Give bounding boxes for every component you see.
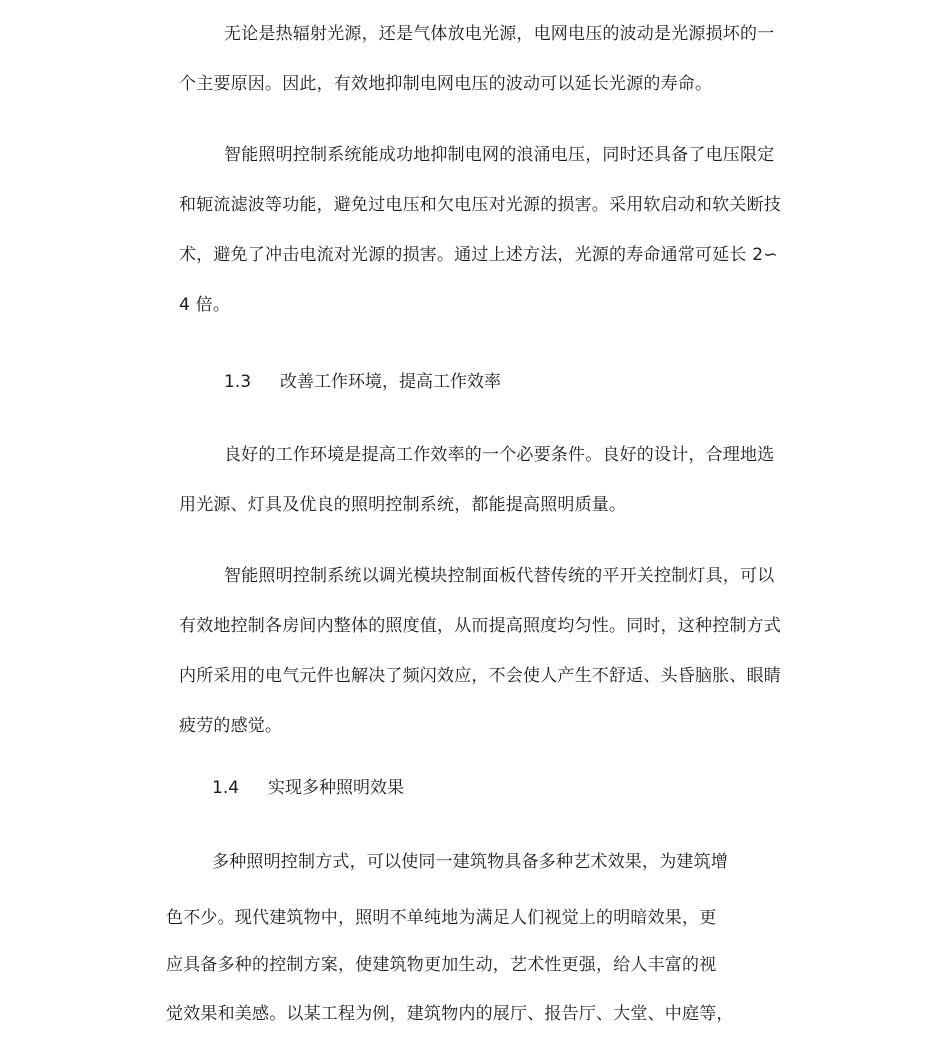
section-number: 1.3 (224, 372, 252, 392)
paragraph-2-line-2: 和轭流滤波等功能，避免过电压和欠电压对光源的损害。采用软启动和软关断技 (179, 195, 781, 215)
paragraph-3-line-2: 用光源、灯具及优良的照明控制系统，都能提高照明质量。 (179, 495, 627, 515)
paragraph-2-line-4: 4 倍。 (179, 295, 231, 315)
paragraph-3-line-1: 良好的工作环境是提高工作效率的一个必要条件。良好的设计，合理地选 (224, 445, 775, 465)
section-heading-1-3 (224, 371, 501, 393)
paragraph-5-line-3: 应具备多种的控制方案，使建筑物更加生动，艺术性更强，给人丰富的视 (166, 955, 717, 975)
section-number: 1.4 (212, 778, 240, 798)
paragraph-5-line-2: 色不少。现代建筑物中，照明不单纯地为满足人们视觉上的明暗效果，更 (166, 908, 717, 928)
section-title: 实现多种照明效果 (268, 778, 404, 798)
paragraph-2-line-3: 术，避免了冲击电流对光源的损害。通过上述方法，光源的寿命通常可延长 2∽ (179, 245, 778, 265)
paragraph-2-line-1: 智能照明控制系统能成功地抑制电网的浪涌电压，同时还具备了电压限定 (224, 145, 775, 165)
paragraph-1-line-1: 无论是热辐射光源，还是气体放电光源，电网电压的波动是光源损坏的一 (224, 24, 775, 44)
paragraph-4-line-1: 智能照明控制系统以调光模块控制面板代替传统的平开关控制灯具，可以 (224, 566, 775, 586)
paragraph-4-line-2: 有效地控制各房间内整体的照度值，从而提高照度均匀性。同时，这种控制方式 (179, 616, 781, 636)
paragraph-5-line-4: 觉效果和美感。以某工程为例，建筑物内的展厅、报告厅、大堂、中庭等， (166, 1004, 734, 1024)
paragraph-1-line-2: 个主要原因。因此，有效地抑制电网电压的波动可以延长光源的寿命。 (179, 74, 713, 94)
section-heading-1-4 (212, 777, 404, 799)
paragraph-4-line-4: 疲劳的感觉。 (179, 716, 283, 736)
section-title: 改善工作环境，提高工作效率 (280, 372, 501, 392)
paragraph-5-line-1: 多种照明控制方式，可以使同一建筑物具备多种艺术效果，为建筑增 (212, 852, 728, 872)
paragraph-4-line-3: 内所采用的电气元件也解决了频闪效应，不会使人产生不舒适、头昏脑胀、眼睛 (179, 666, 781, 686)
